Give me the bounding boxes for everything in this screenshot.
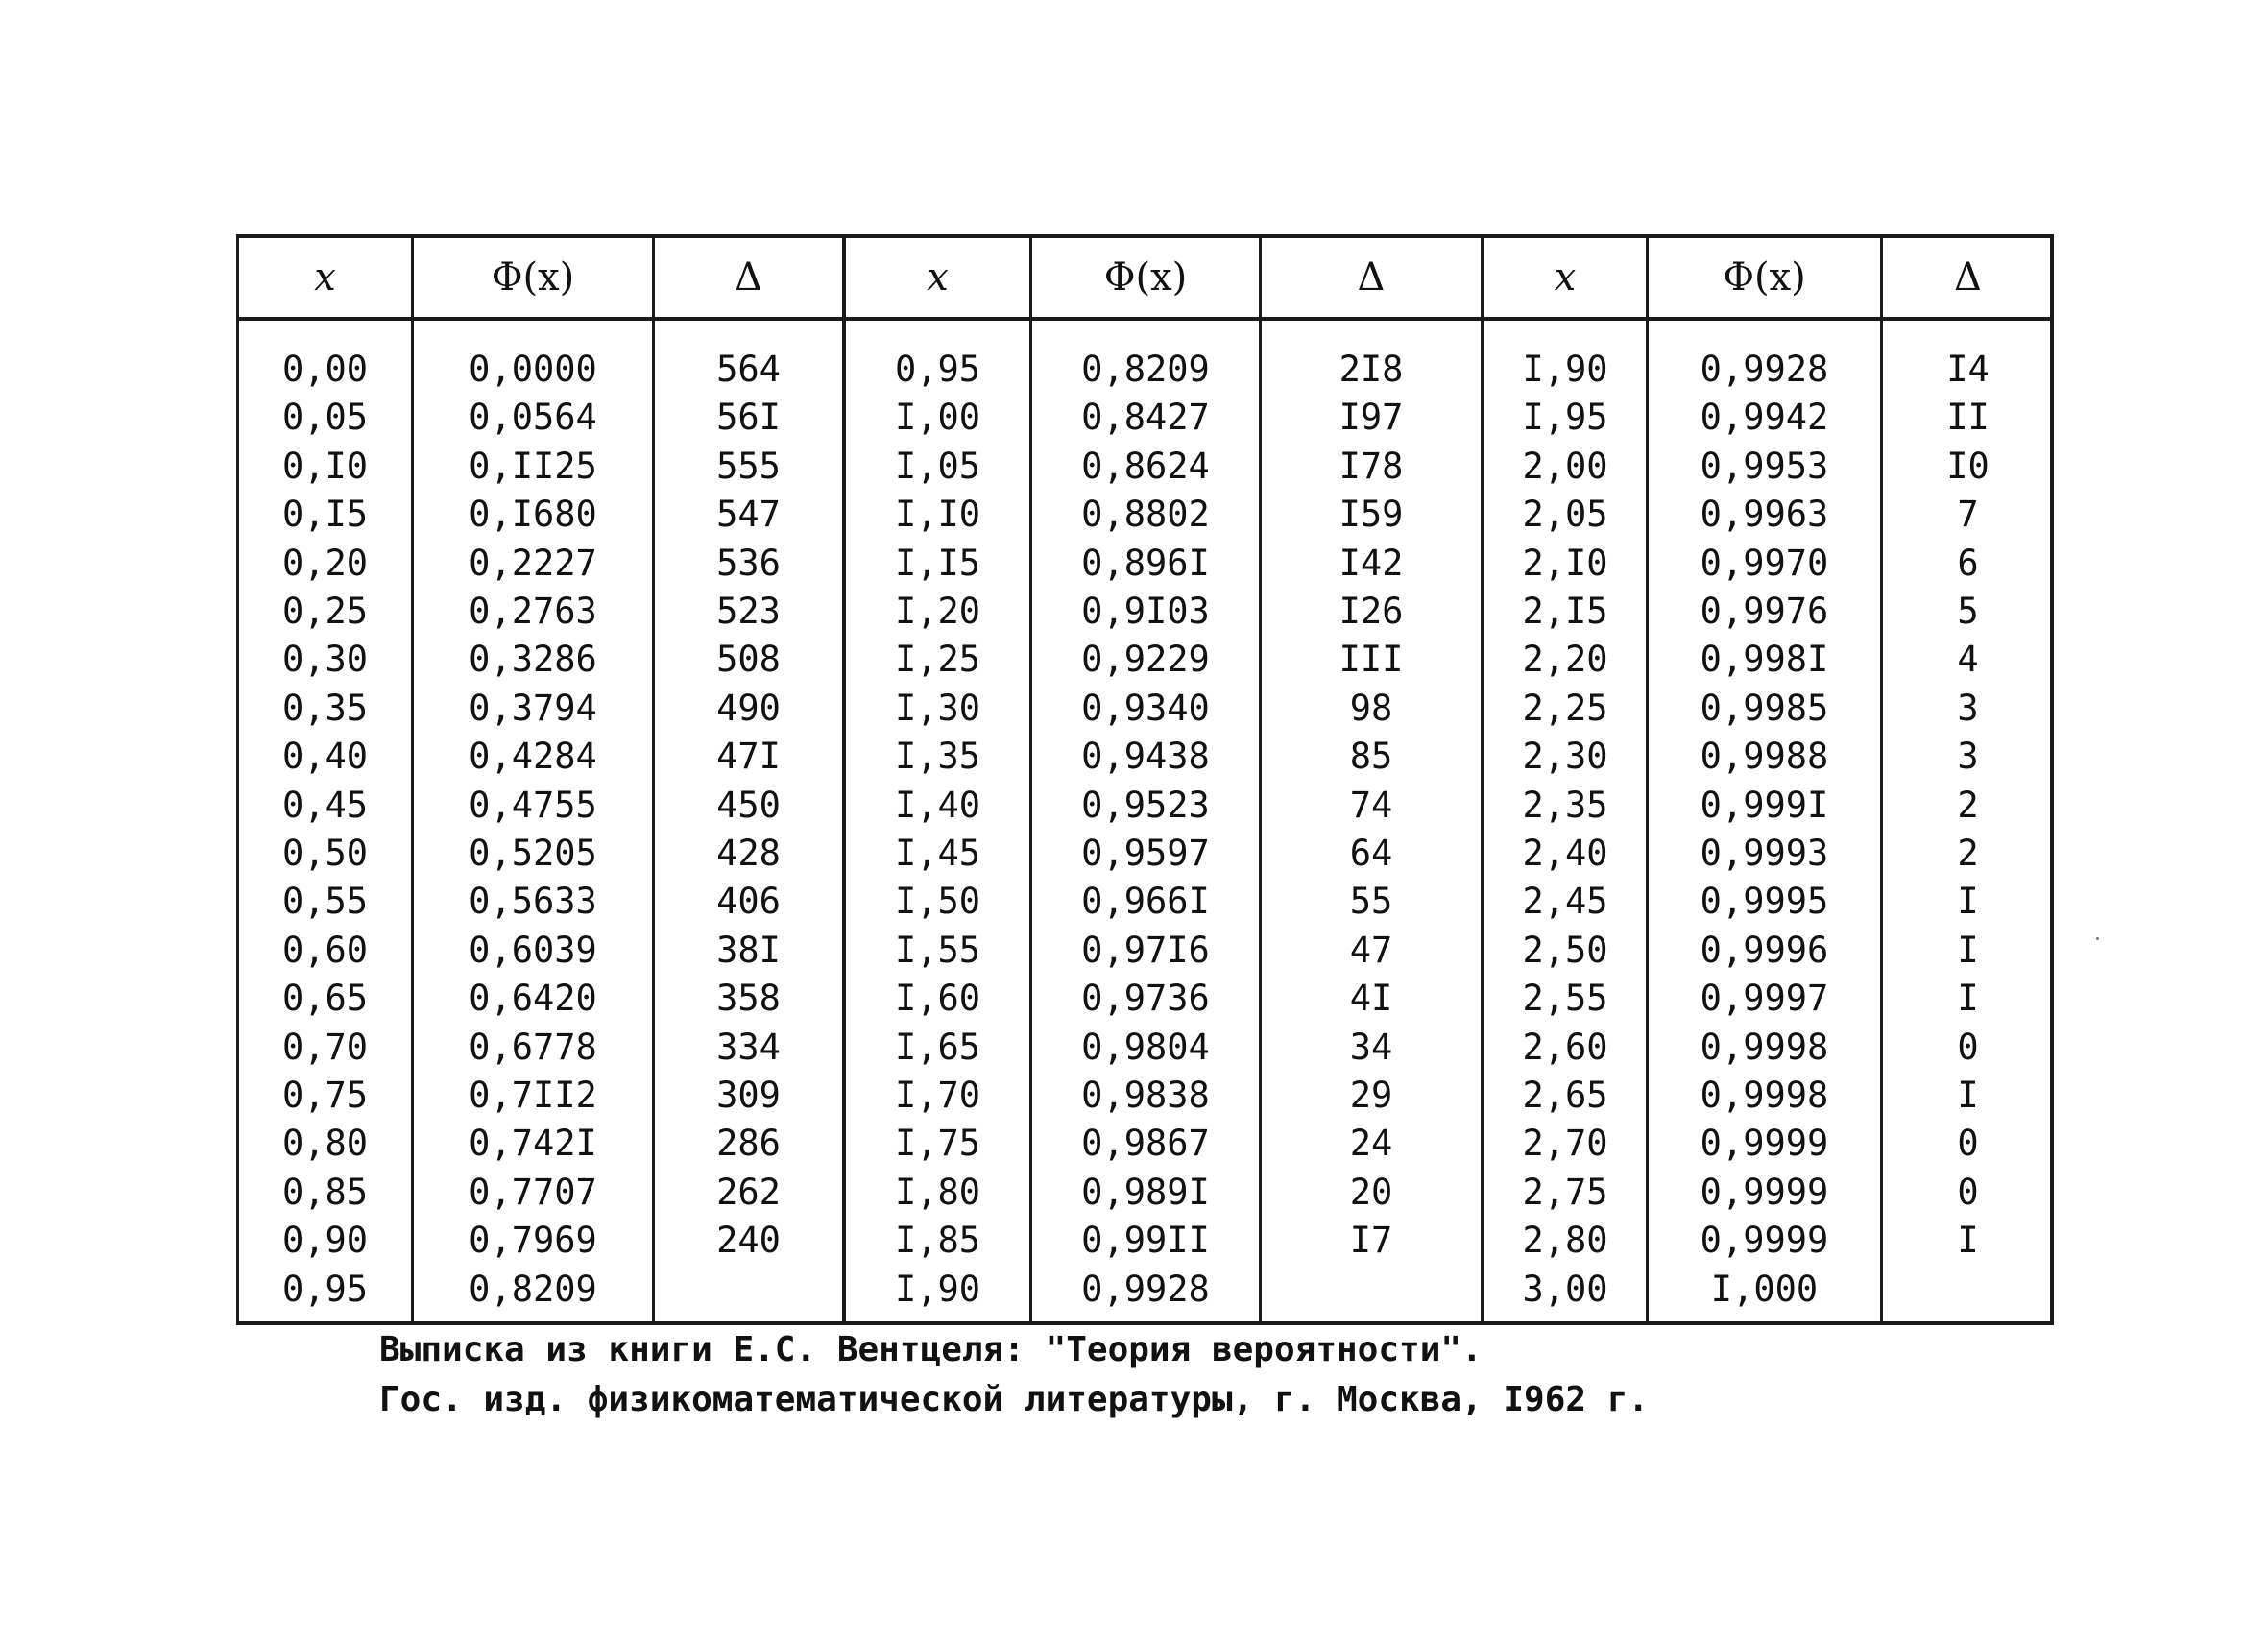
cell-x: 2,70 <box>1522 1123 1608 1164</box>
cell-phi: I,000 <box>1710 1269 1819 1310</box>
table-row <box>239 443 2050 491</box>
cell-x: I,50 <box>894 881 981 922</box>
cell-phi: 0,9998 <box>1700 1027 1829 1068</box>
cell-delta: I <box>1957 930 1979 971</box>
cell-x: 2,80 <box>1522 1220 1608 1261</box>
cell-phi: 0,8209 <box>1081 349 1210 390</box>
cell-phi: 0,9867 <box>1081 1123 1210 1164</box>
cell-delta: 3 <box>1957 736 1979 777</box>
cell-delta <box>1883 1266 2053 1314</box>
header-cell-phi <box>1032 238 1259 317</box>
header-label: x <box>1554 255 1577 300</box>
cell-phi: 0,3794 <box>469 688 597 729</box>
cell-phi: 0,2763 <box>469 591 597 632</box>
cell-delta: 47I <box>716 736 781 777</box>
cell-phi: 0,9523 <box>1081 785 1210 826</box>
cell-x: 0,40 <box>281 736 369 777</box>
cell-x: 0,30 <box>281 639 369 680</box>
cell-phi: 0,9963 <box>1700 494 1829 535</box>
cell-phi: 0,99II <box>1081 1220 1210 1261</box>
cell-x: 0,25 <box>281 591 369 632</box>
cell-x: 0,70 <box>281 1027 369 1068</box>
cell-phi: 0,9928 <box>1700 349 1829 390</box>
cell-delta: 555 <box>716 446 781 487</box>
source-citation <box>379 1325 1649 1425</box>
cell-x: I,40 <box>894 785 981 826</box>
cell-phi: 0,8427 <box>1081 397 1210 438</box>
cell-phi: 0,3286 <box>469 639 597 680</box>
cell-phi: 0,9999 <box>1700 1123 1829 1164</box>
cell-phi: 0,998I <box>1700 639 1829 680</box>
cell-x: 2,45 <box>1522 881 1608 922</box>
cell-x: 0,20 <box>281 543 369 584</box>
cell-delta: 358 <box>716 978 781 1019</box>
cell-delta: 564 <box>716 349 781 390</box>
table-row <box>239 878 2050 926</box>
cell-delta: 0 <box>1957 1172 1979 1213</box>
cell-x: 0,75 <box>281 1075 369 1116</box>
cell-delta: 536 <box>716 543 781 584</box>
cell-x: 0,45 <box>281 785 369 826</box>
cell-phi: 0,6039 <box>469 930 597 971</box>
table-row <box>239 394 2050 442</box>
cell-phi: 0,9970 <box>1700 543 1829 584</box>
table-row <box>239 1024 2050 1072</box>
cell-delta: 56I <box>716 397 781 438</box>
cell-x: I,90 <box>894 1269 981 1310</box>
cell-x: I,25 <box>894 639 981 680</box>
table-row <box>239 927 2050 975</box>
header-label: x <box>927 255 949 300</box>
cell-x: I,65 <box>894 1027 981 1068</box>
cell-phi: 0,9953 <box>1700 446 1829 487</box>
header-cell-delta <box>1883 238 2053 317</box>
cell-phi: 0,9998 <box>1700 1075 1829 1116</box>
table-row <box>239 1217 2050 1265</box>
cell-delta: 0 <box>1957 1123 1979 1164</box>
cell-phi: 0,9804 <box>1081 1027 1210 1068</box>
table-row <box>239 782 2050 830</box>
cell-phi: 0,4755 <box>469 785 597 826</box>
cell-phi: 0,0000 <box>469 349 597 390</box>
cell-delta: 523 <box>716 591 781 632</box>
cell-x: I,05 <box>894 446 981 487</box>
header-cell-phi <box>414 238 652 317</box>
cell-x: I,75 <box>894 1123 981 1164</box>
table-row <box>239 1120 2050 1168</box>
table-row <box>239 346 2050 394</box>
cell-delta: 74 <box>1349 785 1393 826</box>
cell-x: I,20 <box>894 591 981 632</box>
table-row <box>239 830 2050 878</box>
citation-line-1: Выписка из книги Е.С. Вентцеля: "Теория вероятности". <box>379 1330 1483 1369</box>
cell-delta: 4I <box>1349 978 1393 1019</box>
cell-delta: 5 <box>1957 591 1979 632</box>
table-row <box>239 975 2050 1023</box>
cell-delta: I42 <box>1339 543 1404 584</box>
cell-phi: 0,9736 <box>1081 978 1210 1019</box>
cell-x: 0,65 <box>281 978 369 1019</box>
cell-delta: II <box>1946 397 1990 438</box>
table-row <box>239 685 2050 733</box>
table-row <box>239 588 2050 636</box>
header-label: Φ(x) <box>1723 255 1806 300</box>
cell-delta: 508 <box>716 639 781 680</box>
cell-phi: 0,6420 <box>469 978 597 1019</box>
cell-x: 0,00 <box>281 349 369 390</box>
header-cell-x <box>239 238 411 317</box>
cell-delta: 286 <box>716 1123 781 1164</box>
cell-x: 2,50 <box>1522 930 1608 971</box>
header-divider <box>239 317 2050 321</box>
cell-phi: 0,8209 <box>469 1269 597 1310</box>
cell-delta: 64 <box>1349 833 1393 874</box>
cell-phi: 0,9438 <box>1081 736 1210 777</box>
cell-delta: I <box>1957 1075 1979 1116</box>
cell-x: I,90 <box>1522 349 1608 390</box>
cell-delta: 7 <box>1957 494 1979 535</box>
cell-x: 0,90 <box>281 1220 369 1261</box>
cell-delta: 2 <box>1957 833 1979 874</box>
header-label: Φ(x) <box>491 255 575 300</box>
cell-x: 2,60 <box>1522 1027 1608 1068</box>
cell-delta: 0 <box>1957 1027 1979 1068</box>
cell-delta: 24 <box>1349 1123 1393 1164</box>
header-cell-x <box>1484 238 1646 317</box>
cell-phi: 0,9942 <box>1700 397 1829 438</box>
cell-phi: 0,9999 <box>1700 1220 1829 1261</box>
cell-phi: 0,9597 <box>1081 833 1210 874</box>
header-cell-delta <box>1262 238 1481 317</box>
probability-table <box>236 234 2054 1325</box>
table-row <box>239 540 2050 588</box>
cell-delta: 98 <box>1349 688 1393 729</box>
cell-delta: 309 <box>716 1075 781 1116</box>
cell-delta <box>1262 1266 1481 1314</box>
cell-x: I,I0 <box>894 494 981 535</box>
cell-phi: 0,9340 <box>1081 688 1210 729</box>
cell-phi: 0,896I <box>1081 543 1210 584</box>
cell-x: I,30 <box>894 688 981 729</box>
cell-delta: 38I <box>716 930 781 971</box>
cell-phi: 0,9838 <box>1081 1075 1210 1116</box>
cell-x: 2,55 <box>1522 978 1608 1019</box>
cell-x: 2,35 <box>1522 785 1608 826</box>
cell-delta: 3 <box>1957 688 1979 729</box>
cell-phi: 0,989I <box>1081 1172 1210 1213</box>
cell-delta: 2 <box>1957 785 1979 826</box>
cell-phi: 0,9229 <box>1081 639 1210 680</box>
header-label: Φ(x) <box>1103 255 1188 300</box>
cell-x: I,95 <box>1522 397 1608 438</box>
cell-delta: 34 <box>1349 1027 1393 1068</box>
header-cell-x <box>846 238 1029 317</box>
cell-x: 2,20 <box>1522 639 1608 680</box>
cell-delta: I <box>1957 978 1979 1019</box>
header-label: Δ <box>1357 255 1386 300</box>
cell-delta: I <box>1957 1220 1979 1261</box>
cell-x: I,00 <box>894 397 981 438</box>
cell-phi: 0,0564 <box>469 397 597 438</box>
cell-x: 0,I0 <box>281 446 369 487</box>
cell-delta: 85 <box>1349 736 1393 777</box>
cell-x: 0,I5 <box>281 494 369 535</box>
cell-phi: 0,7707 <box>469 1172 597 1213</box>
cell-x: 2,65 <box>1522 1075 1608 1116</box>
cell-delta: 47 <box>1349 930 1393 971</box>
cell-phi: 0,9999 <box>1700 1172 1829 1213</box>
cell-phi: 0,9985 <box>1700 688 1829 729</box>
cell-x: 2,00 <box>1522 446 1608 487</box>
cell-x: 0,60 <box>281 930 369 971</box>
cell-x: 0,50 <box>281 833 369 874</box>
cell-x: I,35 <box>894 736 981 777</box>
cell-delta: 240 <box>716 1220 781 1261</box>
cell-phi: 0,9995 <box>1700 881 1829 922</box>
cell-delta: I97 <box>1339 397 1404 438</box>
cell-x: 2,05 <box>1522 494 1608 535</box>
cell-x: 2,25 <box>1522 688 1608 729</box>
cell-phi: 0,999I <box>1700 785 1829 826</box>
cell-phi: 0,2227 <box>469 543 597 584</box>
header-cell-delta <box>655 238 842 317</box>
header-label: x <box>314 255 336 300</box>
cell-x: 0,05 <box>281 397 369 438</box>
cell-phi: 0,9928 <box>1081 1269 1210 1310</box>
cell-x: 3,00 <box>1522 1269 1608 1310</box>
cell-delta: I <box>1957 881 1979 922</box>
cell-delta: 4 <box>1957 639 1979 680</box>
cell-delta <box>655 1266 842 1314</box>
cell-x: I,70 <box>894 1075 981 1116</box>
cell-phi: 0,7969 <box>469 1220 597 1261</box>
cell-delta: 450 <box>716 785 781 826</box>
table-header-row <box>239 238 2050 317</box>
cell-x: 2,75 <box>1522 1172 1608 1213</box>
cell-delta: I7 <box>1349 1220 1393 1261</box>
cell-delta: III <box>1339 639 1404 680</box>
cell-delta: 20 <box>1349 1172 1393 1213</box>
cell-phi: 0,97I6 <box>1081 930 1210 971</box>
cell-x: 0,55 <box>281 881 369 922</box>
cell-x: I,45 <box>894 833 981 874</box>
cell-delta: I26 <box>1339 591 1404 632</box>
cell-delta: 406 <box>716 881 781 922</box>
cell-delta: 2I8 <box>1339 349 1404 390</box>
cell-delta: 547 <box>716 494 781 535</box>
table-row <box>239 1169 2050 1217</box>
cell-x: 0,80 <box>281 1123 369 1164</box>
scan-speck <box>2096 937 2099 940</box>
cell-delta: 334 <box>716 1027 781 1068</box>
table-row <box>239 733 2050 781</box>
cell-delta: 262 <box>716 1172 781 1213</box>
cell-x: I,85 <box>894 1220 981 1261</box>
cell-phi: 0,9988 <box>1700 736 1829 777</box>
cell-phi: 0,9996 <box>1700 930 1829 971</box>
cell-phi: 0,9993 <box>1700 833 1829 874</box>
cell-phi: 0,8624 <box>1081 446 1210 487</box>
cell-delta: I78 <box>1339 446 1404 487</box>
cell-phi: 0,742I <box>469 1123 597 1164</box>
table-row <box>239 636 2050 684</box>
cell-delta: I4 <box>1946 349 1990 390</box>
cell-x: I,I5 <box>894 543 981 584</box>
header-cell-phi <box>1649 238 1880 317</box>
cell-x: 2,I5 <box>1522 591 1608 632</box>
table-row <box>239 1266 2050 1314</box>
cell-delta: 55 <box>1349 881 1393 922</box>
cell-phi: 0,9I03 <box>1081 591 1210 632</box>
cell-x: 0,85 <box>281 1172 369 1213</box>
cell-x: I,80 <box>894 1172 981 1213</box>
cell-phi: 0,7II2 <box>469 1075 597 1116</box>
cell-delta: 6 <box>1957 543 1979 584</box>
table-row <box>239 491 2050 539</box>
cell-delta: 490 <box>716 688 781 729</box>
cell-phi: 0,5205 <box>469 833 597 874</box>
cell-phi: 0,9976 <box>1700 591 1829 632</box>
citation-line-2: Гос. изд. физикоматематической литературы, г. Москва, I962 г. <box>379 1380 1650 1419</box>
cell-x: 0,95 <box>894 349 981 390</box>
cell-x: 2,30 <box>1522 736 1608 777</box>
cell-delta: I59 <box>1339 494 1404 535</box>
cell-x: 0,35 <box>281 688 369 729</box>
cell-phi: 0,5633 <box>469 881 597 922</box>
cell-phi: 0,I680 <box>469 494 597 535</box>
cell-delta: 29 <box>1349 1075 1393 1116</box>
cell-x: I,60 <box>894 978 981 1019</box>
cell-phi: 0,966I <box>1081 881 1210 922</box>
header-label: Δ <box>735 255 762 300</box>
cell-phi: 0,9997 <box>1700 978 1829 1019</box>
cell-x: 2,I0 <box>1522 543 1608 584</box>
cell-x: 0,95 <box>281 1269 369 1310</box>
cell-phi: 0,8802 <box>1081 494 1210 535</box>
table-row <box>239 1072 2050 1120</box>
cell-phi: 0,4284 <box>469 736 597 777</box>
cell-x: 2,40 <box>1522 833 1608 874</box>
cell-phi: 0,II25 <box>469 446 597 487</box>
cell-phi: 0,6778 <box>469 1027 597 1068</box>
cell-delta: I0 <box>1946 446 1990 487</box>
cell-delta: 428 <box>716 833 781 874</box>
cell-x: I,55 <box>894 930 981 971</box>
header-label: Δ <box>1954 255 1982 300</box>
